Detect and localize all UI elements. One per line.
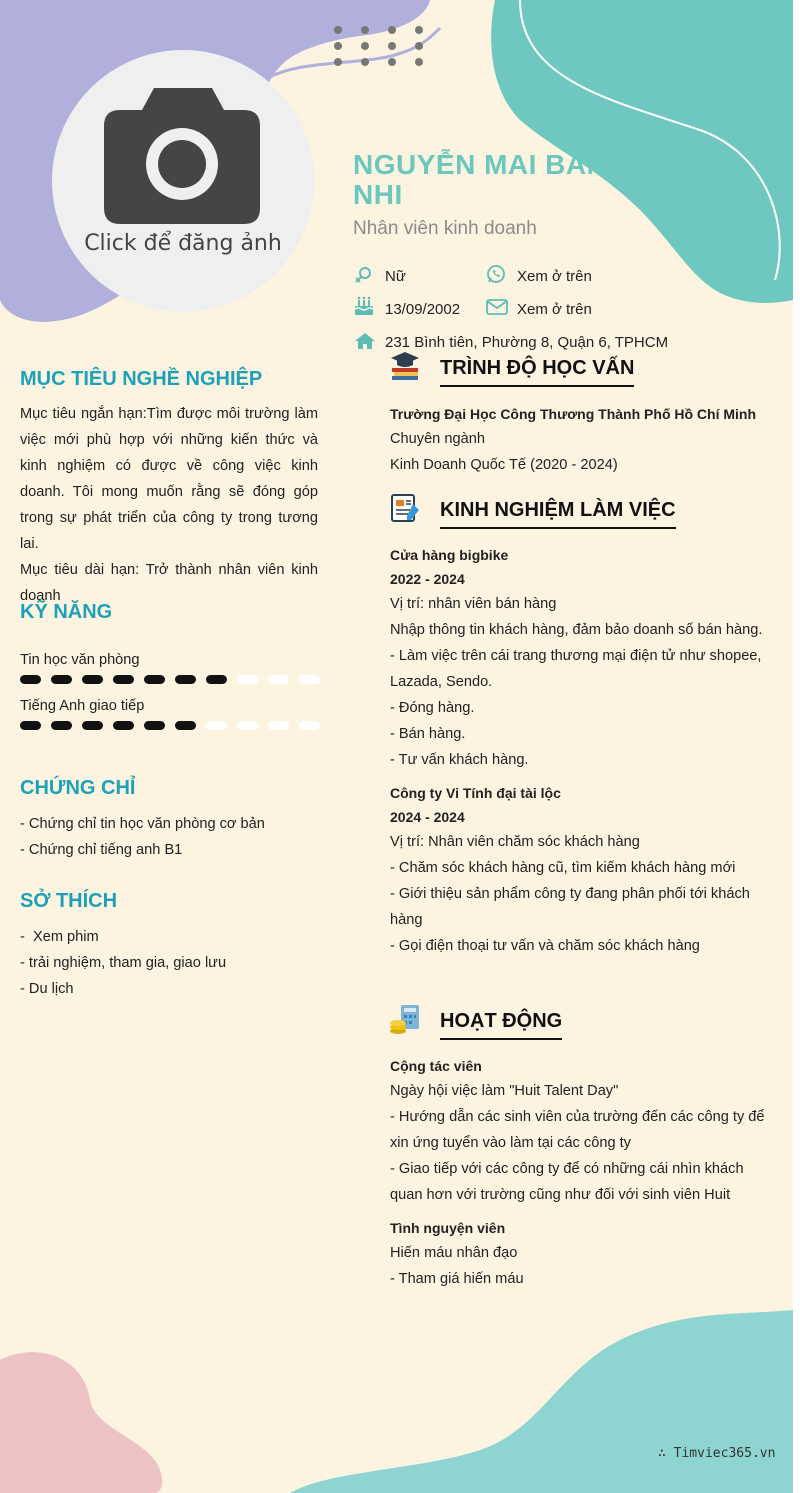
- job-period: 2022 - 2024: [390, 571, 465, 587]
- skill-level-dot: [299, 675, 320, 684]
- skill-label: Tiếng Anh giao tiếp: [20, 698, 145, 714]
- certificates-list: [20, 811, 318, 863]
- dot-grid-decoration: [330, 22, 430, 70]
- email-value: Xem ở trên: [517, 301, 592, 318]
- skill-level-dot: [237, 721, 258, 730]
- skills-heading: KỸ NĂNG: [20, 601, 113, 623]
- skill-level-dot: [20, 675, 41, 684]
- skill-level-dot: [144, 675, 165, 684]
- address-value: 231 Bình tiên, Phường 8, Quận 6, TPHCM: [385, 334, 669, 351]
- activities-icon: [389, 1003, 421, 1035]
- skill-level-dot: [206, 675, 227, 684]
- skill-level-dot: [113, 721, 134, 730]
- skill-level-dot: [268, 721, 289, 730]
- gender-icon: [354, 265, 374, 285]
- certificate-item: - Chứng chỉ tin học văn phòng cơ bản: [20, 816, 265, 832]
- experience-heading: KINH NGHIỆM LÀM VIỆC: [440, 499, 676, 529]
- job-line: Vị trí: Nhân viên chăm sóc khách hàng: [390, 834, 640, 850]
- job-line: - Chăm sóc khách hàng cũ, tìm kiếm khách hàng mới: [390, 860, 736, 876]
- phone-icon: [486, 264, 506, 284]
- education-line: Kinh Doanh Quốc Tế (2020 - 2024): [390, 457, 618, 473]
- skill-level-dot: [237, 675, 258, 684]
- job-line: - Tư vấn khách hàng.: [390, 752, 529, 768]
- company-name: Cửa hàng bigbike: [390, 547, 509, 563]
- hobby-item: - trải nghiệm, tham gia, giao lưu: [20, 955, 227, 971]
- activity-line: - Tham giá hiến máu: [390, 1271, 524, 1287]
- activity-title: Tình nguyện viên: [390, 1220, 506, 1236]
- candidate-name: NGUYỄN MAI BĂNG NHI: [353, 149, 630, 210]
- candidate-role: Nhân viên kinh doanh: [353, 218, 537, 239]
- skill-level-dot: [206, 721, 227, 730]
- skill-level-dot: [113, 675, 134, 684]
- footer-brand: ∴ Timviec365.vn: [658, 1446, 776, 1461]
- objective-long-term: Mục tiêu dài hạn: Trở thành nhân viên kinh doanh: [20, 562, 318, 604]
- hobbies-heading: SỞ THÍCH: [20, 890, 118, 912]
- skill-level-dot: [175, 675, 196, 684]
- activity-line: - Giao tiếp với các công ty để có những cái nhìn khách quan hơn với trường cũng như đối với sinh viên Huit: [390, 1161, 744, 1203]
- education-heading: TRÌNH ĐỘ HỌC VẤN: [440, 357, 634, 387]
- skill-level-dot: [144, 721, 165, 730]
- job-period: 2024 - 2024: [390, 809, 465, 825]
- skill-level-dot: [268, 675, 289, 684]
- work-experience-icon: [389, 492, 421, 524]
- activity-line: Ngày hội việc làm "Huit Talent Day": [390, 1083, 619, 1099]
- gender-value: Nữ: [385, 268, 406, 285]
- camera-icon: [104, 88, 262, 224]
- education-line: Chuyên ngành: [390, 431, 485, 447]
- birthday-value: 13/09/2002: [385, 301, 461, 318]
- activities-heading: HOẠT ĐỘNG: [440, 1010, 562, 1040]
- job-line: - Đóng hàng.: [390, 700, 475, 716]
- skill-level-dot: [51, 721, 72, 730]
- skill-level-dot: [51, 675, 72, 684]
- activity-title: Cộng tác viên: [390, 1058, 482, 1074]
- avatar-upload[interactable]: [52, 50, 314, 312]
- skill-level-dot: [82, 721, 103, 730]
- education-icon: [389, 350, 421, 382]
- hobbies-list: [20, 924, 318, 1002]
- activity-line: - Hướng dẫn các sinh viên của trường đến các công ty để xin ứng tuyển vào làm tại các công ty: [390, 1109, 765, 1151]
- hobby-item: - Du lịch: [20, 981, 74, 997]
- home-icon: [354, 332, 376, 350]
- job-line: Vị trí: nhân viên bán hàng: [390, 596, 557, 612]
- job-line: - Làm việc trên cái trang thương mại điện tử như shopee, Lazada, Sendo.: [390, 648, 762, 690]
- skill-level-dot: [299, 721, 320, 730]
- hobby-item: - Xem phim: [20, 929, 99, 945]
- objective-text: [20, 401, 318, 609]
- company-name: Công ty Vi Tính đại tài lộc: [390, 785, 561, 801]
- skill-level-bar: [20, 721, 320, 730]
- job-line: - Giới thiệu sản phẩm công ty đang phân phối tới khách hàng: [390, 886, 750, 928]
- skill-level-dot: [20, 721, 41, 730]
- job-line: - Bán hàng.: [390, 726, 466, 742]
- job-line: Nhập thông tin khách hàng, đảm bảo doanh số bán hàng.: [390, 622, 763, 638]
- experience-block: [390, 543, 775, 959]
- school-name: Trường Đại Học Công Thương Thành Phố Hồ Chí Minh: [390, 406, 757, 422]
- job-line: - Gọi điện thoại tư vấn và chăm sóc khách hàng: [390, 938, 700, 954]
- skill-label: Tin học văn phòng: [20, 652, 140, 668]
- objective-short-term: Mục tiêu ngắn hạn:Tìm được môi trường làm việc mới phù hợp với những kiến thức và kinh nghiệm có được về công việc kinh doanh. Tôi mong muốn rằng sẽ đóng góp trong sự phát triển của công ty trong tương lai.: [20, 406, 318, 552]
- activities-block: [390, 1054, 775, 1292]
- activity-line: Hiến máu nhân đạo: [390, 1245, 518, 1261]
- email-icon: [486, 299, 508, 315]
- skill-level-bar: [20, 675, 320, 684]
- phone-value: Xem ở trên: [517, 268, 592, 285]
- certificate-item: - Chứng chỉ tiếng anh B1: [20, 842, 183, 858]
- skill-level-dot: [175, 721, 196, 730]
- objective-heading: MỤC TIÊU NGHỀ NGHIỆP: [20, 368, 263, 390]
- certificates-heading: CHỨNG CHỈ: [20, 777, 136, 799]
- skill-level-dot: [82, 675, 103, 684]
- birthday-cake-icon: [353, 296, 375, 316]
- avatar-caption: Click để đăng ảnh: [84, 231, 282, 256]
- education-block: [390, 402, 775, 478]
